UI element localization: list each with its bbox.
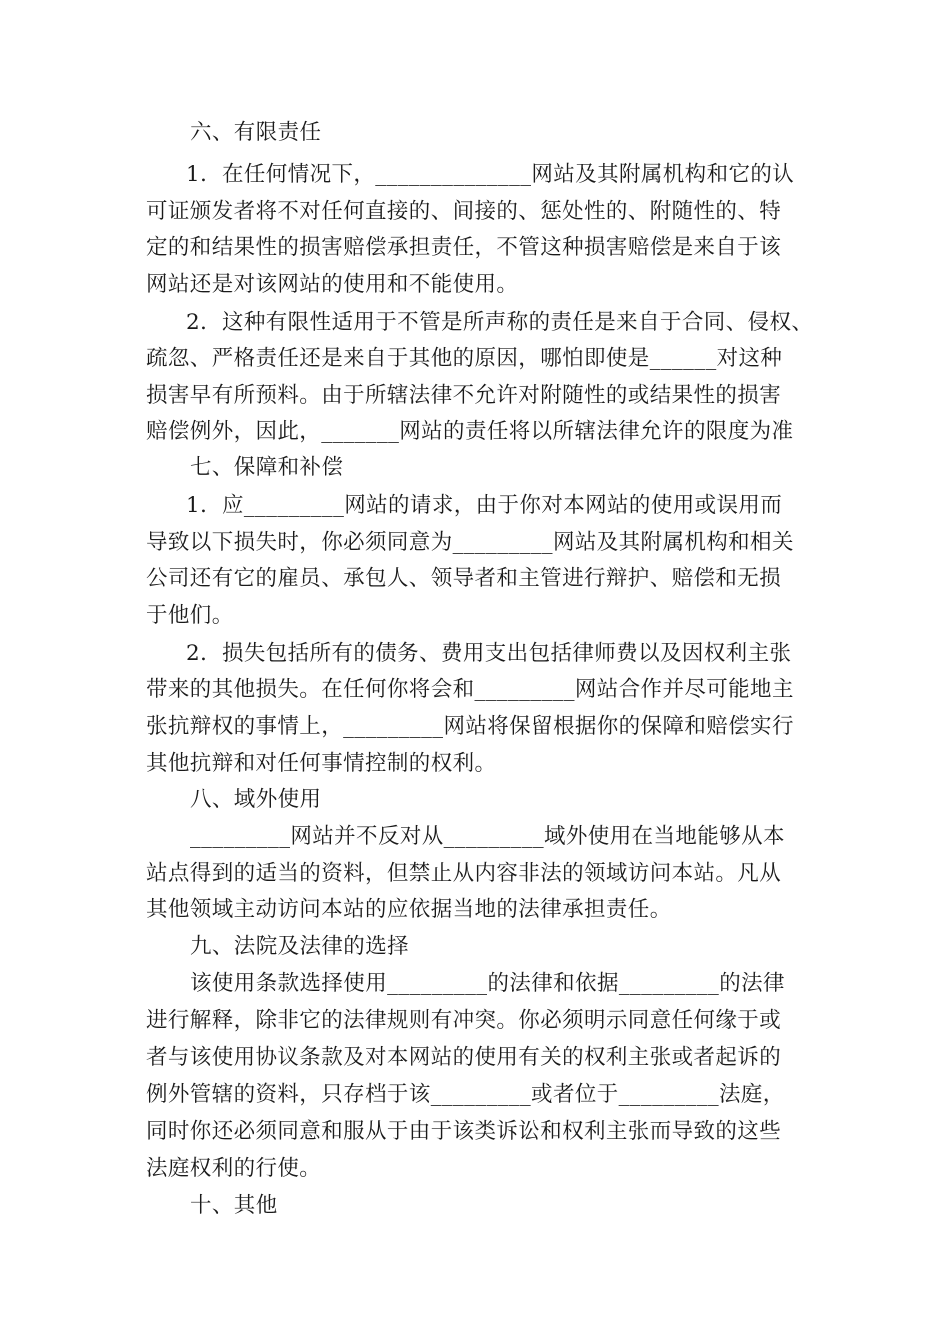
- paragraph-line: 1．应_________网站的请求，由于你对本网站的使用或误用而: [186, 493, 783, 518]
- paragraph-line: 损害早有所预料。由于所辖法律不允许对附随性的或结果性的损害: [146, 383, 782, 408]
- paragraph-line: 公司还有它的雇员、承包人、领导者和主管进行辩护、赔偿和无损: [146, 566, 782, 591]
- paragraph-line: 导致以下损失时，你必须同意为_________网站及其附属机构和相关: [146, 530, 794, 555]
- paragraph-line: _________网站并不反对从_________域外使用在当地能够从本: [190, 824, 785, 849]
- paragraph-line: 张抗辩权的事情上，_________网站将保留根据你的保障和赔偿实行: [146, 714, 794, 739]
- paragraph-line: 2．这种有限性适用于不管是所声称的责任是来自于合同、侵权、: [186, 310, 814, 335]
- paragraph-line: 站点得到的适当的资料，但禁止从内容非法的领域访问本站。凡从: [146, 861, 782, 886]
- paragraph-line: 1．在任何情况下，______________网站及其附属机构和它的认: [186, 162, 795, 187]
- paragraph-line: 其他抗辩和对任何事情控制的权利。: [146, 751, 497, 776]
- paragraph-line: 该使用条款选择使用_________的法律和依据_________的法律: [190, 971, 785, 996]
- heading-other: 十、其他: [190, 1193, 278, 1218]
- paragraph-line: 进行解释，除非它的法律规则有冲突。你必须明示同意任何缘于或: [146, 1008, 782, 1033]
- paragraph-line: 于他们。: [146, 603, 234, 628]
- paragraph-line: 其他领域主动访问本站的应依据当地的法律承担责任。: [146, 897, 672, 922]
- paragraph-line: 网站还是对该网站的使用和不能使用。: [146, 272, 519, 297]
- heading-extraterritorial-use: 八、域外使用: [190, 787, 322, 812]
- paragraph-line: 可证颁发者将不对任何直接的、间接的、惩处性的、附随性的、特: [146, 199, 782, 224]
- paragraph-line: 带来的其他损失。在任何你将会和_________网站合作并尽可能地主: [146, 677, 794, 702]
- heading-indemnity: 七、保障和补偿: [190, 455, 344, 480]
- paragraph-line: 赔偿例外，因此，_______网站的责任将以所辖法律允许的限度为准: [146, 419, 794, 444]
- paragraph-line: 者与该使用协议条款及对本网站的使用有关的权利主张或者起诉的: [146, 1045, 782, 1070]
- heading-court-and-law: 九、法院及法律的选择: [190, 934, 410, 959]
- paragraph-line: 2．损失包括所有的债务、费用支出包括律师费以及因权利主张: [186, 641, 792, 666]
- paragraph-line: 例外管辖的资料，只存档于该_________或者位于_________法庭，: [146, 1082, 785, 1107]
- paragraph-line: 定的和结果性的损害赔偿承担责任，不管这种损害赔偿是来自于该: [146, 235, 782, 260]
- paragraph-line: 法庭权利的行使。: [146, 1156, 322, 1181]
- paragraph-line: 同时你还必须同意和服从于由于该类诉讼和权利主张而导致的这些: [146, 1119, 782, 1144]
- heading-limited-liability: 六、有限责任: [190, 120, 322, 145]
- paragraph-line: 疏忽、严格责任还是来自于其他的原因，哪怕即使是______对这种: [146, 346, 783, 371]
